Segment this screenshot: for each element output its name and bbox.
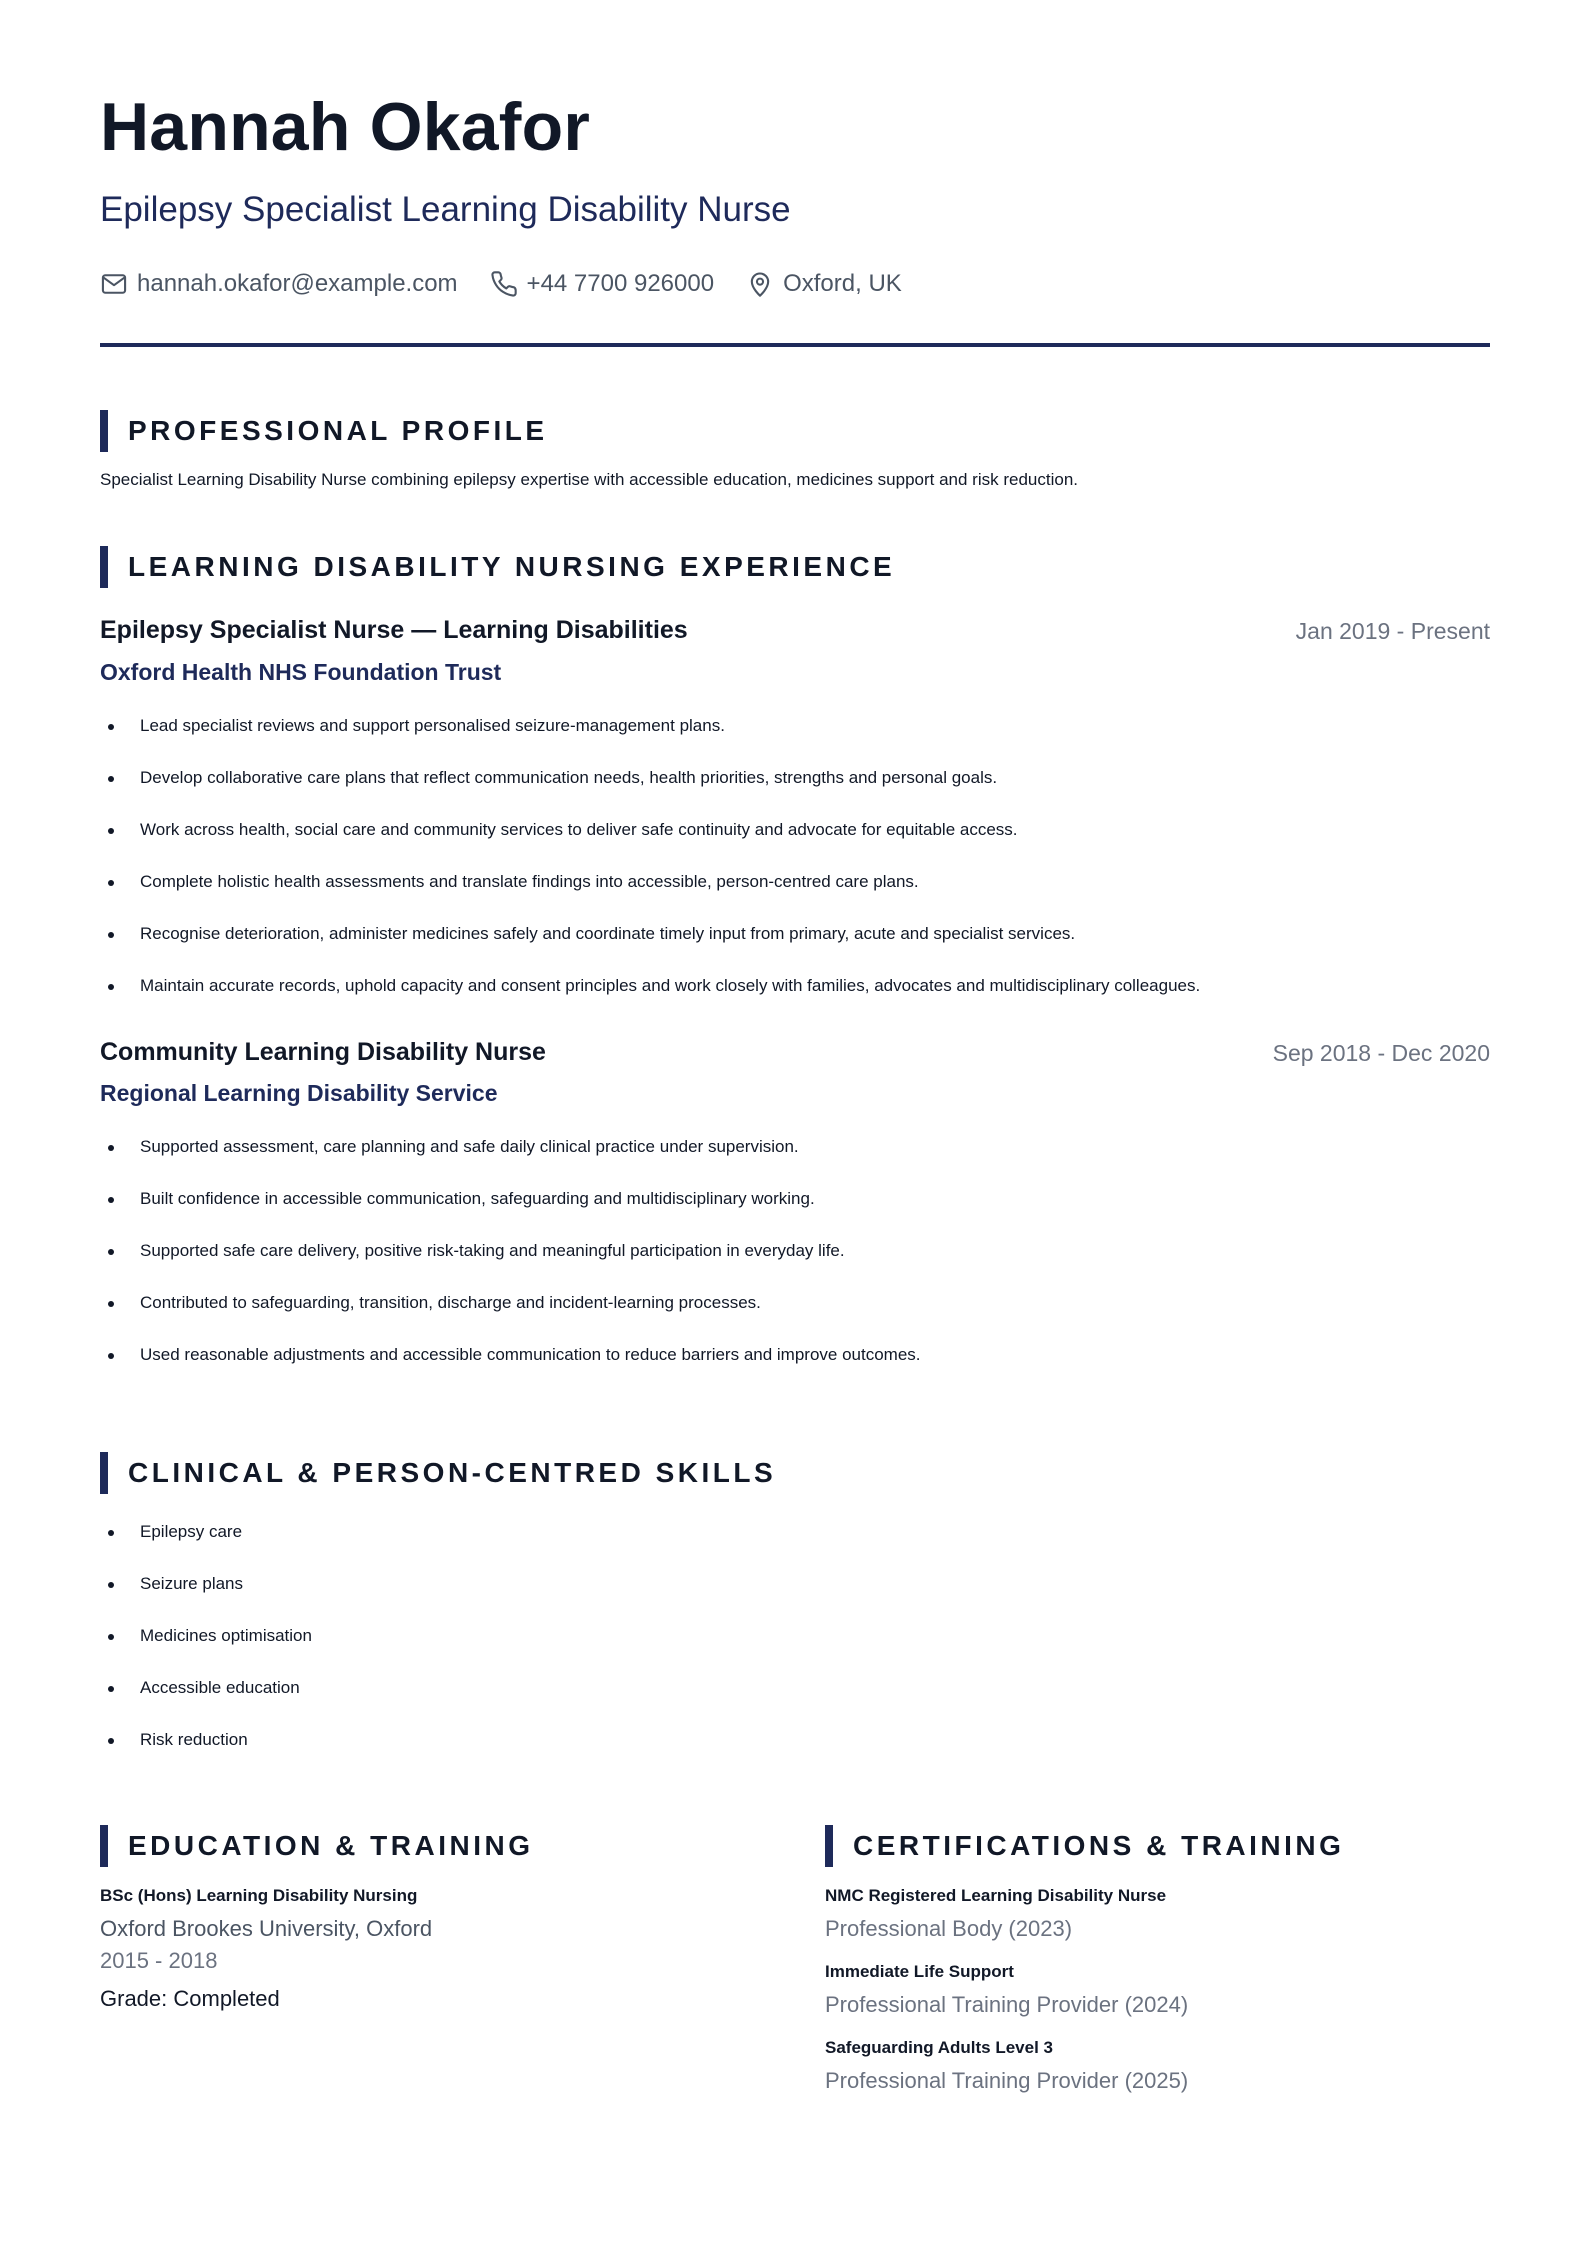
education-years: 2015 - 2018	[100, 1948, 218, 1973]
candidate-headline: Epilepsy Specialist Learning Disability Nurse	[100, 190, 791, 229]
certifications-heading-text: CERTIFICATIONS & TRAINING	[853, 1830, 1345, 1861]
list-item: Supported safe care delivery, positive risk-taking and meaningful participation in everyday life.	[100, 1240, 921, 1292]
education-grade: Grade: Completed	[100, 1986, 280, 2011]
job-dates: Sep 2018 - Dec 2020	[1272, 1040, 1490, 1066]
list-item: Seizure plans	[100, 1573, 312, 1625]
heading-accent-bar	[100, 1452, 108, 1494]
certification-name: Safeguarding Adults Level 3	[825, 2038, 1053, 2057]
phone-icon	[490, 270, 518, 298]
job-dates: Jan 2019 - Present	[1295, 618, 1490, 644]
certification-name: Immediate Life Support	[825, 1962, 1014, 1981]
email-text: hannah.okafor@example.com	[137, 270, 458, 297]
list-item: Develop collaborative care plans that reflect communication needs, health priorities, strengths and personal goals.	[100, 767, 1200, 819]
heading-accent-bar	[100, 546, 108, 588]
contact-email[interactable]	[100, 270, 458, 298]
list-item: Used reasonable adjustments and accessible communication to reduce barriers and improve outcomes.	[100, 1344, 921, 1396]
list-item: Recognise deterioration, administer medicines safely and coordinate timely input from primary, acute and specialist services.	[100, 923, 1200, 975]
list-item: Built confidence in accessible communication, safeguarding and multidisciplinary working.	[100, 1188, 921, 1240]
job-title: Community Learning Disability Nurse	[100, 1038, 546, 1066]
certification-issuer: Professional Body (2023)	[825, 1916, 1073, 1941]
profile-heading-text: PROFESSIONAL PROFILE	[128, 415, 548, 446]
experience-heading	[100, 546, 895, 588]
list-item: Medicines optimisation	[100, 1625, 312, 1677]
education-heading	[100, 1825, 533, 1867]
heading-accent-bar	[100, 1825, 108, 1867]
skills-heading	[100, 1452, 776, 1494]
certification-issuer: Professional Training Provider (2024)	[825, 1992, 1189, 2017]
experience-heading-text: LEARNING DISABILITY NURSING EXPERIENCE	[128, 551, 896, 582]
job-bullets	[100, 1136, 921, 1396]
job-organization: Oxford Health NHS Foundation Trust	[100, 659, 502, 685]
list-item: Epilepsy care	[100, 1521, 312, 1573]
certification-issuer: Professional Training Provider (2025)	[825, 2068, 1189, 2093]
certifications-heading	[825, 1825, 1344, 1867]
education-heading-text: EDUCATION & TRAINING	[128, 1830, 534, 1861]
heading-accent-bar	[825, 1825, 833, 1867]
list-item: Maintain accurate records, uphold capacity and consent principles and work closely with families, advocates and multidisciplinary colleagues.	[100, 975, 1200, 1027]
job-title: Epilepsy Specialist Nurse — Learning Disabilities	[100, 616, 688, 644]
list-item: Lead specialist reviews and support personalised seizure-management plans.	[100, 715, 1200, 767]
job-organization: Regional Learning Disability Service	[100, 1080, 498, 1106]
phone-text: +44 7700 926000	[526, 270, 715, 297]
heading-accent-bar	[100, 410, 108, 452]
contact-row	[100, 270, 934, 298]
contact-phone[interactable]	[490, 270, 715, 298]
profile-summary: Specialist Learning Disability Nurse combining epilepsy expertise with accessible education, medicines support and risk reduction.	[100, 470, 1078, 489]
certification-name: NMC Registered Learning Disability Nurse	[825, 1886, 1167, 1905]
header-divider	[100, 343, 1490, 347]
location-text: Oxford, UK	[783, 270, 902, 297]
list-item: Work across health, social care and community services to deliver safe continuity and advocate for equitable access.	[100, 819, 1200, 871]
mail-icon	[100, 270, 128, 298]
profile-heading	[100, 410, 548, 452]
job-bullets	[100, 715, 1200, 1027]
degree-name: BSc (Hons) Learning Disability Nursing	[100, 1886, 418, 1905]
school-name: Oxford Brookes University, Oxford	[100, 1916, 433, 1941]
map-pin-icon	[746, 270, 774, 298]
skills-heading-text: CLINICAL & PERSON-CENTRED SKILLS	[128, 1457, 777, 1488]
list-item: Accessible education	[100, 1677, 312, 1729]
list-item: Risk reduction	[100, 1729, 312, 1781]
list-item: Contributed to safeguarding, transition, discharge and incident-learning processes.	[100, 1292, 921, 1344]
candidate-name: Hannah Okafor	[100, 89, 591, 165]
contact-location	[746, 270, 902, 298]
list-item: Complete holistic health assessments and translate findings into accessible, person-centred care plans.	[100, 871, 1200, 923]
skills-list	[100, 1521, 312, 1781]
list-item: Supported assessment, care planning and safe daily clinical practice under supervision.	[100, 1136, 921, 1188]
